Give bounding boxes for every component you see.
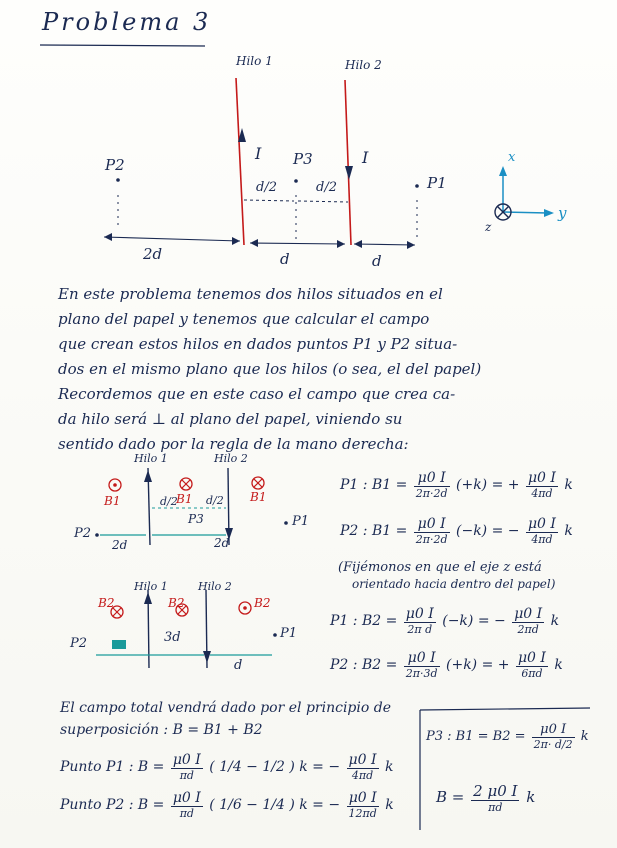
pt1-den: πd bbox=[179, 769, 194, 782]
fig2-wire-2-label: Hilo 2 bbox=[214, 452, 248, 465]
box-bk: k bbox=[526, 788, 536, 806]
box-total bbox=[436, 782, 535, 814]
fig3-p1-label: P1 bbox=[280, 626, 298, 641]
eq-p2-b1 bbox=[340, 516, 573, 546]
half-d-label-2: d/2 bbox=[316, 180, 337, 195]
eq4-rnum: μ0 I bbox=[517, 650, 546, 666]
eq2-k: k bbox=[564, 523, 573, 539]
pt1-num: μ0 I bbox=[172, 752, 201, 768]
box-bnum: 2 μ0 I bbox=[473, 782, 518, 800]
fig2-b1-label-c: B1 bbox=[250, 490, 267, 504]
eq1-num: μ0 I bbox=[414, 470, 450, 487]
box-p3 bbox=[426, 722, 589, 751]
axis-y-line bbox=[503, 212, 548, 213]
fig3-d-label: d bbox=[234, 658, 243, 673]
half-d-label-1: d/2 bbox=[256, 180, 277, 195]
axis-y-label: y bbox=[558, 204, 567, 222]
paragraph-line: da hilo será ⊥ al plano del papel, viniendo su bbox=[58, 410, 403, 428]
eq4-den: 2π·3d bbox=[405, 667, 438, 680]
eq1-dir: (+k) = + bbox=[456, 477, 520, 493]
point-p1-dot bbox=[415, 184, 419, 188]
fig3-p2-label: P2 bbox=[70, 636, 88, 651]
d-arrow-2 bbox=[354, 244, 415, 245]
wire-1-line bbox=[236, 78, 244, 245]
fig3-b2-label-a: B2 bbox=[98, 596, 115, 610]
fig2-wire-1-label: Hilo 1 bbox=[134, 452, 168, 465]
fig2-b1-label-a: B1 bbox=[104, 494, 121, 508]
axis-x-arrow-icon bbox=[499, 166, 507, 176]
box-lhs: P3 : B1 = B2 = bbox=[426, 729, 526, 744]
fig3-b2-label-c: B2 bbox=[254, 596, 271, 610]
half-d-left-arrow bbox=[244, 200, 294, 201]
eq3-den: 2π d bbox=[407, 623, 433, 636]
p2-marker bbox=[112, 640, 126, 649]
axis-z-label: z bbox=[485, 220, 492, 234]
p1-label: P1 bbox=[427, 174, 447, 192]
fig2-2d-label-1: 2d bbox=[112, 538, 128, 552]
paragraph-line: que crean estos hilos en dados puntos P1 y P2 situa- bbox=[58, 335, 458, 353]
wire-2-line bbox=[345, 80, 351, 245]
paragraph-line: dos en el mismo plano que los hilos (o sea, el del papel) bbox=[58, 360, 482, 378]
eq2-rden: 4πd bbox=[531, 533, 553, 546]
page-title: Problema 3 bbox=[42, 8, 212, 36]
pt2-lhs: Punto P2 : B = bbox=[60, 797, 165, 813]
current-label-1: I bbox=[255, 144, 262, 163]
fig2-b1-label-b: B1 bbox=[176, 492, 193, 506]
eq3-lhs: P1 : B2 = bbox=[330, 613, 398, 629]
eq4-lhs: P2 : B2 = bbox=[330, 657, 398, 673]
wire-2-label: Hilo 2 bbox=[345, 58, 382, 72]
eq2-lhs: P2 : B1 = bbox=[340, 523, 408, 539]
eq3-num: μ0 I bbox=[405, 606, 434, 622]
pt1-lhs: Punto P1 : B = bbox=[60, 759, 165, 775]
axis-y-arrow-icon bbox=[544, 209, 554, 217]
eq-p2-b2 bbox=[330, 650, 563, 680]
current-arrow-down-icon bbox=[345, 166, 353, 180]
note-line-2: orientado hacia dentro del papel) bbox=[352, 577, 556, 591]
pt2-par: ( 1/6 − 1/4 ) k = − bbox=[209, 797, 341, 813]
p3-box-top bbox=[420, 708, 590, 710]
pt1-rnum: μ0 I bbox=[348, 752, 377, 768]
current-label-2: I bbox=[362, 148, 369, 167]
p3-label: P3 bbox=[293, 150, 313, 168]
box-den: 2π· d/2 bbox=[533, 738, 573, 751]
eq1-lhs: P1 : B1 = bbox=[340, 477, 408, 493]
p2-label: P2 bbox=[105, 156, 125, 174]
fig2-half-label-1: d/2 bbox=[160, 495, 178, 508]
point-p3-dot bbox=[294, 179, 298, 183]
eq1-rnum: μ0 I bbox=[527, 470, 556, 486]
eq1-den: 2π·2d bbox=[415, 487, 448, 500]
eq3-dir: (−k) = − bbox=[442, 613, 506, 629]
pt1-rden: 4πd bbox=[351, 769, 374, 782]
pt1-k: k bbox=[385, 759, 394, 775]
eq2-dir: (−k) = − bbox=[456, 523, 520, 539]
fig2-p1-label: P1 bbox=[292, 514, 310, 529]
paragraph-line: En este problema tenemos dos hilos situados en el bbox=[58, 285, 443, 303]
fig3-b2-label-b: B2 bbox=[168, 596, 185, 610]
total-p1 bbox=[60, 752, 393, 782]
box-num: μ0 I bbox=[532, 722, 575, 738]
axis-x-label: x bbox=[508, 150, 516, 165]
fig2-2d-label-2: 2d bbox=[214, 536, 230, 550]
total-line-1: El campo total vendrá dado por el principio de bbox=[60, 700, 391, 716]
intro-paragraph bbox=[58, 282, 588, 457]
eq4-rden: 6πd bbox=[521, 667, 543, 680]
paragraph-line: Recordemos que en este caso el campo que crea ca- bbox=[58, 385, 456, 403]
box-bden: πd bbox=[488, 801, 503, 814]
pt2-rden: 12πd bbox=[348, 807, 377, 820]
pt1-par: ( 1/4 − 1/2 ) k = − bbox=[209, 759, 341, 775]
eq3-k: k bbox=[550, 613, 560, 629]
two-d-arrow bbox=[104, 237, 240, 241]
point-p2-dot bbox=[116, 178, 120, 182]
eq-p1-b1 bbox=[340, 470, 573, 500]
pt2-k: k bbox=[385, 797, 394, 813]
d-label-2: d bbox=[372, 252, 382, 270]
fig2-p2-label: P2 bbox=[74, 526, 92, 541]
fig2-p3-label: P3 bbox=[188, 512, 204, 526]
paragraph-line: sentido dado por la regla de la mano derecha: bbox=[58, 435, 409, 453]
eq4-k: k bbox=[554, 657, 563, 673]
d-arrow-1 bbox=[250, 243, 345, 244]
fig3-3d-label: 3d bbox=[164, 630, 181, 645]
box-b: B = bbox=[436, 788, 465, 806]
pt2-num: μ0 I bbox=[172, 790, 201, 806]
fig3-wire-2-label: Hilo 2 bbox=[198, 580, 232, 593]
half-d-right-arrow bbox=[298, 201, 348, 202]
pt2-rnum: μ0 I bbox=[347, 790, 379, 807]
eq1-rden: 4πd bbox=[531, 487, 553, 500]
eq4-num: μ0 I bbox=[404, 650, 440, 667]
total-line-2: superposición : B = B1 + B2 bbox=[60, 722, 263, 738]
eq2-rnum: μ0 I bbox=[527, 516, 556, 532]
paragraph-line: plano del papel y tenemos que calcular el campo bbox=[58, 310, 430, 328]
eq4-dir: (+k) = + bbox=[446, 657, 510, 673]
d-label-1: d bbox=[280, 250, 290, 268]
title-underline bbox=[40, 45, 205, 46]
eq-p1-b2 bbox=[330, 606, 559, 636]
pt2-den: πd bbox=[179, 807, 194, 820]
eq2-num: μ0 I bbox=[414, 516, 450, 533]
fig2-half-label-2: d/2 bbox=[206, 494, 224, 507]
fig3-wire-1-label: Hilo 1 bbox=[134, 580, 168, 593]
note-line-1: (Fijémonos en que el eje z está bbox=[338, 560, 542, 575]
total-p2 bbox=[60, 790, 394, 820]
eq3-rnum: μ0 I bbox=[514, 606, 543, 622]
eq2-den: 2π·2d bbox=[415, 533, 448, 546]
two-d-label: 2d bbox=[143, 245, 163, 263]
eq1-k: k bbox=[564, 477, 573, 493]
eq3-rden: 2πd bbox=[517, 623, 539, 636]
box-k: k bbox=[580, 729, 589, 744]
wire-1-label: Hilo 1 bbox=[236, 54, 273, 68]
